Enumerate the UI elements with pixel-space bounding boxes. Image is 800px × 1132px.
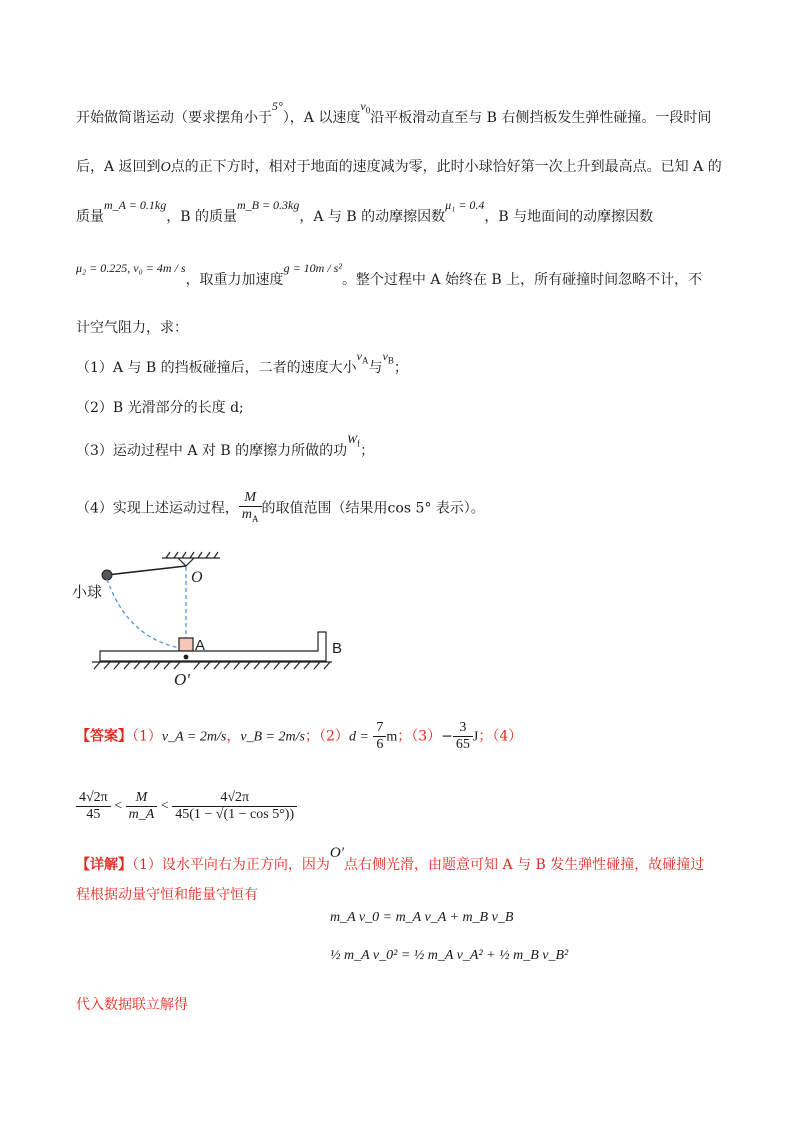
- text: ，: [226, 728, 241, 745]
- ratio-m-ma: [239, 490, 262, 527]
- range-right: [172, 790, 297, 823]
- text: ），A 以速度: [282, 110, 361, 126]
- text: 后，A 返回到: [76, 159, 161, 175]
- text: 的取值范围（结果用cos 5° 表示）。: [261, 500, 485, 517]
- answer-range: [76, 790, 297, 823]
- text: ，B 与地面间的动摩擦因数: [484, 209, 654, 225]
- mu1: μ₁ = 0.4: [445, 198, 485, 212]
- mu2-v0: μ₂ = 0.225, v₀ = 4m / s: [76, 261, 186, 275]
- numerator: M: [239, 490, 262, 507]
- text: 沿平板滑动直至与 B 右侧挡板发生弹性碰撞。一段时间: [370, 110, 712, 126]
- numerator: M: [126, 790, 158, 807]
- range-mid: [126, 790, 158, 823]
- numerator: 7: [373, 720, 386, 737]
- problem-line-4: [76, 261, 703, 290]
- range-left: [76, 790, 111, 823]
- answer-tag: 【答案】: [76, 728, 132, 745]
- mass-a: m_A = 0.1kg: [104, 198, 167, 212]
- point-o-prime: [184, 655, 189, 660]
- text: ，B 的质量: [166, 209, 237, 225]
- pendulum-ball: [102, 570, 112, 580]
- problem-line-2: [76, 157, 722, 178]
- ceiling-support: [162, 552, 220, 566]
- denominator: $m_A$: [241, 507, 259, 524]
- denominator: m_A: [128, 807, 155, 822]
- v-letter: v: [360, 99, 366, 113]
- problem-line-5: 计空气阻力，求：: [76, 320, 188, 336]
- text: （1）A 与 B 的挡板碰撞后，二者的速度大小: [76, 360, 357, 376]
- label-o: O: [191, 569, 203, 586]
- answer-line: [76, 720, 522, 753]
- numerator: 4√2π: [172, 790, 297, 807]
- va-symbol: $v_A$: [356, 349, 369, 366]
- answer-va: v_A = 2m/s: [161, 729, 227, 745]
- semicolon: ；: [393, 360, 408, 376]
- less-than: <: [114, 798, 123, 814]
- answer-d-fraction: [373, 720, 386, 753]
- answer-vb: v_B = 2m/s: [240, 729, 306, 745]
- unit: m: [386, 729, 398, 745]
- text: （1）: [132, 728, 162, 745]
- text: 点的正下方时，相对于地面的速度减为零，此时小球恰好第一次上升到最高点。已知 A 的: [170, 159, 722, 175]
- denominator: 45: [86, 807, 101, 822]
- text: ，取重力加速度: [185, 272, 284, 288]
- detail-tag: 【详解】: [76, 857, 132, 873]
- less-than: <: [160, 798, 169, 814]
- answer-w-fraction: [453, 720, 473, 753]
- numerator: 4√2π: [76, 790, 111, 807]
- question-4: [76, 490, 485, 527]
- swing-path: [107, 579, 185, 649]
- angle-5deg: 5°: [272, 99, 283, 113]
- v0-symbol: $v_0$: [360, 99, 371, 116]
- unit: J: [472, 729, 479, 745]
- ground: [92, 662, 332, 669]
- equation-momentum: m_A v_0 = m_A v_A + m_B v_B: [330, 910, 514, 925]
- denominator: 65: [455, 737, 470, 752]
- answer-d-lhs: d =: [348, 729, 369, 745]
- text: ；（4）: [478, 728, 523, 745]
- sign: −: [441, 728, 453, 745]
- text: （1）设水平向右为正方向，因为: [132, 857, 330, 873]
- label-a: A: [195, 637, 206, 654]
- text: 开始做简谐运动（要求摆角小于: [76, 110, 272, 126]
- mass-b: m_B = 0.3kg: [236, 198, 300, 212]
- semicolon: ；: [360, 443, 375, 459]
- text: ；（3）: [397, 728, 442, 745]
- pendulum-string: [107, 566, 186, 575]
- gravity: g = 10m / s²: [283, 261, 342, 275]
- text: ；（2）: [305, 728, 349, 745]
- physics-diagram: [70, 545, 360, 690]
- detail-line-1: [76, 845, 705, 875]
- o-prime-symbol: O′: [329, 845, 345, 861]
- problem-line-3: [76, 198, 654, 227]
- text: 。整个过程中 A 始终在 B 上，所有碰撞时间忽略不计，不: [341, 272, 703, 288]
- detail-line-3: 代入数据联立解得: [76, 997, 188, 1013]
- equation-energy: ½ m_A v_0² = ½ m_A v_A² + ½ m_B v_B²: [330, 948, 569, 963]
- block-a: [179, 638, 193, 651]
- vb-symbol: $v_B$: [382, 349, 394, 366]
- wf-symbol: $W_f$: [347, 432, 361, 449]
- text: 与: [368, 360, 383, 376]
- label-ball: 小球: [72, 583, 103, 601]
- label-o-prime: O′: [174, 670, 190, 689]
- question-2: （2）B 光滑部分的长度 d;: [76, 400, 244, 416]
- text: （3）运动过程中 A 对 B 的摩擦力所做的功: [76, 443, 348, 459]
- text: ，A 与 B 的动摩擦因数: [299, 209, 446, 225]
- detail-line-2: 程根据动量守恒和能量守恒有: [76, 887, 258, 903]
- denominator: 6: [376, 737, 384, 752]
- text: 质量: [76, 209, 104, 225]
- denominator: 45(1 − √(1 − cos 5°)): [175, 807, 295, 822]
- o-symbol: O: [160, 160, 171, 175]
- question-1: [76, 349, 408, 382]
- board-b: [100, 632, 326, 661]
- text: （4）实现上述运动过程，: [76, 500, 239, 517]
- numerator: 3: [453, 720, 473, 737]
- text: 点右侧光滑，由题意可知 A 与 B 发生弹性碰撞，故碰撞过: [344, 857, 705, 873]
- label-b: B: [332, 640, 343, 657]
- question-3: [76, 432, 375, 465]
- problem-line-1: [76, 99, 712, 132]
